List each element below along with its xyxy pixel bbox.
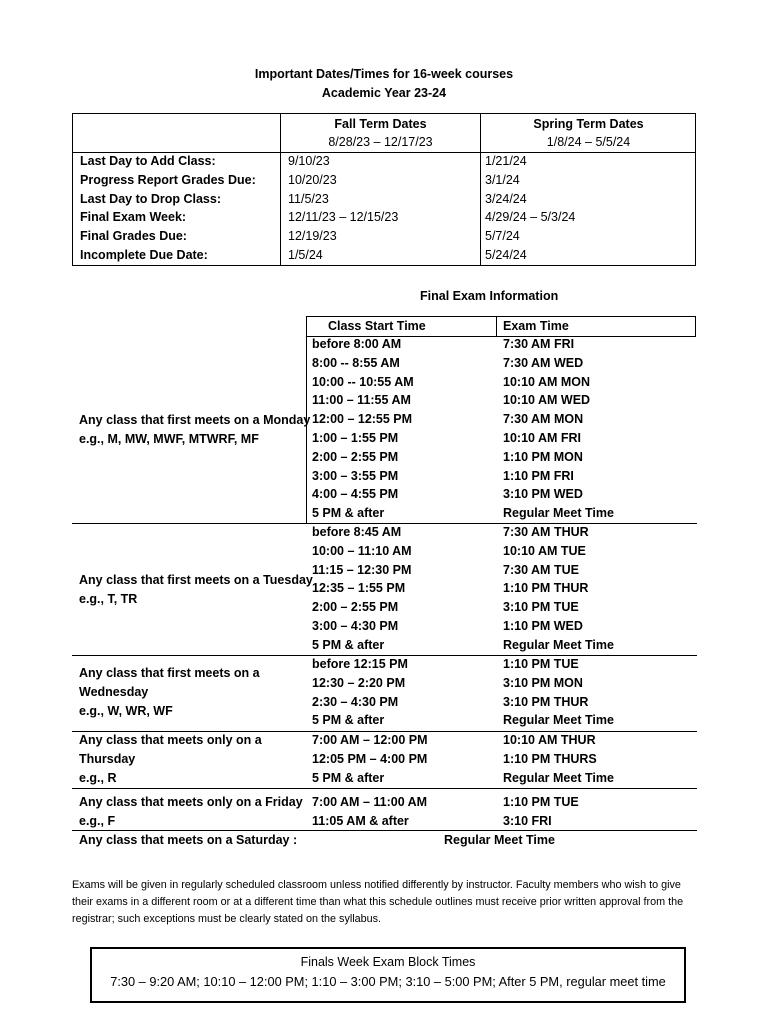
start-time: 1:00 – 1:55 PM — [312, 430, 399, 445]
exam-time: 1:10 PM TUE — [503, 795, 579, 809]
exam-time: 3:10 PM MON — [503, 675, 583, 690]
start-time: 10:00 -- 10:55 AM — [312, 374, 414, 389]
tuesday-exam-times — [503, 523, 614, 655]
start-time: 12:05 PM – 4:00 PM — [312, 751, 428, 766]
group-label-wednesday: Any class that first meets on a Wednesday e.g., W, WR, WF — [79, 666, 260, 718]
exam-time: Regular Meet Time — [503, 506, 614, 521]
exam-time: 7:30 AM MON — [503, 412, 584, 427]
fall-date: 12/11/23 – 12/15/23 — [288, 210, 399, 225]
exam-info-title: Final Exam Information — [420, 289, 559, 303]
start-time: 5 PM & after — [312, 770, 385, 785]
monday-start-times — [312, 335, 414, 523]
exam-time: 1:10 PM MON — [503, 449, 583, 464]
col-exam-time: Exam Time — [503, 319, 569, 333]
exam-time: 3:10 PM TUE — [503, 600, 579, 615]
spring-header: Spring Term Dates — [533, 117, 644, 131]
exam-time: Regular Meet Time — [503, 770, 614, 785]
exam-time: 1:10 PM THURS — [503, 751, 597, 766]
row-label: Last Day to Add Class: — [80, 154, 216, 168]
exam-time: 3:10 PM WED — [503, 487, 583, 502]
start-time: 8:00 -- 8:55 AM — [312, 355, 400, 370]
exam-time: 10:10 AM WED — [503, 393, 591, 408]
start-time: 5 PM & after — [312, 637, 385, 652]
row-label: Final Grades Due: — [80, 229, 187, 244]
start-time: 3:00 – 3:55 PM — [312, 468, 399, 483]
start-time: 12:35 – 1:55 PM — [312, 581, 406, 596]
start-time: before 8:45 AM — [312, 525, 402, 539]
exam-time: 1:10 PM THUR — [503, 581, 589, 596]
start-time: before 8:00 AM — [312, 337, 402, 351]
start-time: before 12:15 PM — [312, 657, 408, 671]
fall-date: 11/5/23 — [288, 191, 329, 206]
start-time: 10:00 – 11:10 AM — [312, 543, 412, 558]
fall-range: 8/28/23 – 12/17/23 — [328, 135, 433, 149]
exam-time: 10:10 AM TUE — [503, 543, 586, 558]
spring-date: 1/21/24 — [485, 154, 527, 168]
spring-date: 5/24/24 — [485, 248, 527, 262]
fall-date: 9/10/23 — [288, 154, 330, 168]
saturday-label: Any class that meets on a Saturday : — [79, 833, 298, 847]
exam-time: 1:10 PM WED — [503, 618, 583, 633]
monday-exam-times — [503, 335, 614, 523]
exam-policy-note: Exams will be given in regularly scheduled classroom unless notified differently by instructor. Faculty members who wish to give their exams in a different room or at a different time than what this schedule outlines must receive prior written approval from the registrar; such exceptions must be clearly stated on the syllabus. — [72, 879, 684, 925]
start-time: 2:30 – 4:30 PM — [312, 694, 399, 709]
document-title: Important Dates/Times for 16-week courses — [254, 67, 514, 81]
block-times-title: Finals Week Exam Block Times — [300, 955, 476, 969]
fall-date: 12/19/23 — [288, 229, 337, 244]
exam-time: Regular Meet Time — [503, 713, 614, 728]
start-time: 5 PM & after — [312, 713, 385, 728]
start-time: 12:30 – 2:20 PM — [312, 675, 406, 690]
spring-date: 3/1/24 — [485, 172, 520, 187]
wednesday-exam-times — [503, 655, 614, 730]
saturday-value: Regular Meet Time — [444, 833, 555, 847]
group-label-friday: Any class that meets only on a Friday e.g., F — [79, 795, 303, 828]
row-label: Progress Report Grades Due: — [80, 172, 256, 187]
start-time: 3:00 – 4:30 PM — [312, 618, 399, 633]
block-times-text: 7:30 – 9:20 AM; 10:10 – 12:00 PM; 1:10 – 3:00 PM; 3:10 – 5:00 PM; After 5 PM, regular meet time — [110, 974, 666, 989]
fall-header: Fall Term Dates — [334, 117, 427, 131]
exam-time: 1:10 PM TUE — [503, 657, 579, 671]
thursday-exam-times — [503, 731, 614, 787]
start-time: 12:00 – 12:55 PM — [312, 412, 413, 427]
start-time: 5 PM & after — [312, 506, 385, 521]
exam-time: Regular Meet Time — [503, 637, 614, 652]
exam-time: 7:30 AM TUE — [503, 562, 579, 577]
group-separator — [72, 788, 697, 789]
row-label: Incomplete Due Date: — [80, 248, 208, 262]
start-time: 2:00 – 2:55 PM — [312, 600, 399, 615]
exam-time: 7:30 AM FRI — [503, 337, 575, 351]
exam-time: 10:10 AM THUR — [503, 733, 596, 747]
start-time: 7:00 AM – 12:00 PM — [312, 733, 428, 747]
group-label-thursday: Any class that meets only on a Thursday e.g., R — [79, 733, 262, 785]
start-time: 11:05 AM & after — [312, 813, 409, 828]
wednesday-start-times — [312, 655, 408, 730]
start-time: 11:15 – 12:30 PM — [312, 562, 412, 577]
spring-date: 4/29/24 – 5/3/24 — [485, 210, 576, 225]
exam-time: 1:10 PM FRI — [503, 468, 574, 483]
spring-date: 3/24/24 — [485, 191, 527, 206]
term-dates-table — [72, 113, 696, 266]
thursday-start-times — [312, 731, 428, 787]
exam-time: 10:10 AM MON — [503, 374, 591, 389]
spring-range: 1/8/24 – 5/5/24 — [546, 135, 631, 149]
start-time: 7:00 AM – 11:00 AM — [312, 795, 428, 809]
row-label: Last Day to Drop Class: — [80, 191, 222, 206]
fall-date: 10/20/23 — [288, 172, 337, 187]
group-label-monday: Any class that first meets on a Monday e.g., M, MW, MWF, MTWRF, MF — [79, 413, 311, 446]
spring-date: 5/7/24 — [485, 229, 520, 244]
friday-start-times — [312, 793, 427, 831]
start-time: 4:00 – 4:55 PM — [312, 487, 399, 502]
tuesday-start-times — [312, 523, 412, 655]
col-class-start-time: Class Start Time — [328, 319, 426, 333]
block-times-box — [90, 947, 686, 1003]
exam-time: 3:10 FRI — [503, 813, 552, 828]
exam-time: 7:30 AM WED — [503, 355, 584, 370]
exam-time: 3:10 PM THUR — [503, 694, 589, 709]
document-subtitle: Academic Year 23-24 — [321, 86, 447, 100]
row-label: Final Exam Week: — [80, 210, 187, 225]
start-time: 2:00 – 2:55 PM — [312, 449, 399, 464]
group-label-tuesday: Any class that first meets on a Tuesday e.g., T, TR — [79, 573, 313, 606]
exam-table-header — [306, 316, 696, 337]
fall-date: 1/5/24 — [288, 248, 323, 262]
exam-time: 7:30 AM THUR — [503, 525, 589, 539]
friday-exam-times — [503, 793, 579, 831]
exam-time: 10:10 AM FRI — [503, 430, 582, 445]
start-time: 11:00 – 11:55 AM — [312, 393, 411, 408]
